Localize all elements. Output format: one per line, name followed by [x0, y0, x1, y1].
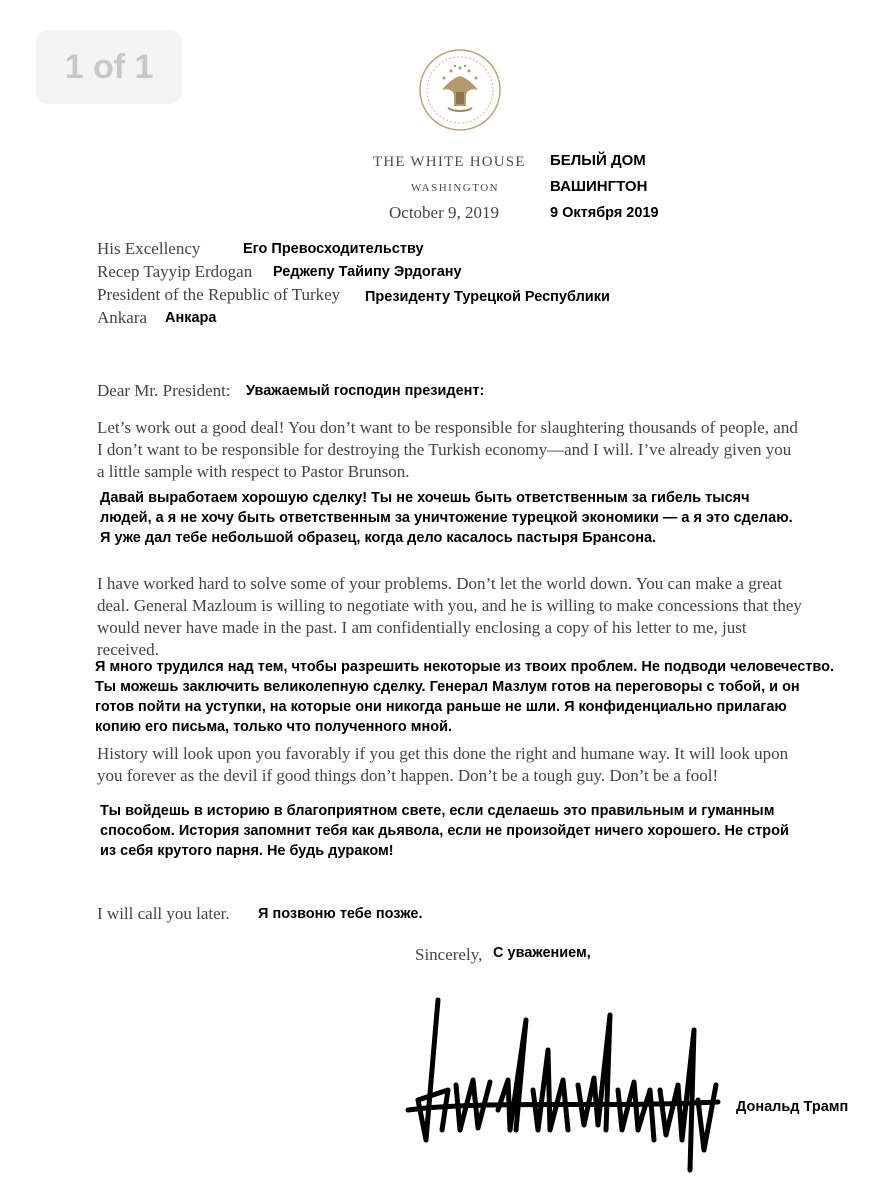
- letter-date-ru: 9 Октября 2019: [550, 205, 659, 221]
- closing-line-ru: Я позвоню тебе позже.: [258, 906, 423, 922]
- paragraph-en: Let’s work out a good deal! You don’t want to be responsible for slaughtering thousands of people, and I don’t want to be responsible for destroying the Turkish economy—and I will. I’ve already given you a little sample with respect to Pastor Brunson.: [97, 418, 798, 481]
- signoff-en: Sincerely,: [415, 945, 483, 964]
- recipient-line-en: Recep Tayyip Erdogan: [97, 262, 253, 281]
- paragraph-ru: Ты войдешь в историю в благоприятном свете, если сделаешь это правильным и гуманным способом. История запомнит тебя как дьявола, если не произойдет ничего хорошего. Не строй из себя крутого парня. Не будь дураком!: [100, 803, 789, 859]
- closing-line-en: I will call you later.: [97, 904, 230, 923]
- paragraph-en: History will look upon you favorably if you get this done the right and humane way. It will look upon you forever as the devil if good things don’t happen. Don’t be a tough guy. Don’t be a fool!: [97, 744, 789, 785]
- letterhead-city-en: WASHINGTON: [411, 182, 500, 194]
- letterhead-org-ru: БЕЛЫЙ ДОМ: [550, 152, 646, 169]
- recipient-line-ru: Президенту Турецкой Республики: [365, 289, 610, 305]
- recipient-line-ru: Анкара: [165, 310, 217, 326]
- recipient-line-en: His Excellency: [97, 239, 201, 258]
- recipient-line-ru: Его Превосходительству: [243, 241, 424, 257]
- recipient-line-ru: Реджепу Тайипу Эрдогану: [273, 264, 462, 280]
- salutation-ru: Уважаемый господин президент:: [246, 383, 485, 399]
- letter-date-en: October 9, 2019: [389, 203, 500, 222]
- recipient-line-en: President of the Republic of Turkey: [97, 285, 341, 304]
- letterhead-org-en: THE WHITE HOUSE: [373, 154, 526, 170]
- signature-name-ru: Дональд Трамп: [736, 1099, 849, 1115]
- paragraph-ru: Давай выработаем хорошую сделку! Ты не хочешь быть ответственным за гибель тысяч людей, а я не хочу быть ответственным за уничтожение турецкой экономики — а я это сделаю. Я уже дал тебе небольшой образец, когда дело касалось пастыря Брансона.: [100, 490, 793, 546]
- signature-icon: [398, 990, 728, 1190]
- signoff-ru: С уважением,: [493, 945, 591, 961]
- presidential-seal-icon: [418, 48, 502, 132]
- recipient-line-en: Ankara: [97, 308, 148, 327]
- letterhead-city-ru: ВАШИНГТОН: [550, 178, 648, 195]
- paragraph-en: I have worked hard to solve some of your problems. Don’t let the world down. You can make a great deal. General Mazloum is willing to negotiate with you, and he is willing to make concessions that they would never have made in the past. I am confidentially enclosing a copy of his letter to me, just received.: [97, 574, 802, 659]
- page-counter: 1 of 1: [36, 30, 182, 104]
- paragraph-ru: Я много трудился над тем, чтобы разрешить некоторые из твоих проблем. Не подводи человечество. Ты можешь заключить великолепную сделку. Генерал Мазлум готов на переговоры с тобой, и он готов пойти на уступки, на которые они никогда раньше не шли. Я конфиденциально прилагаю копию его письма, только что полученного мной.: [95, 659, 834, 735]
- salutation-en: Dear Mr. President:: [97, 381, 231, 400]
